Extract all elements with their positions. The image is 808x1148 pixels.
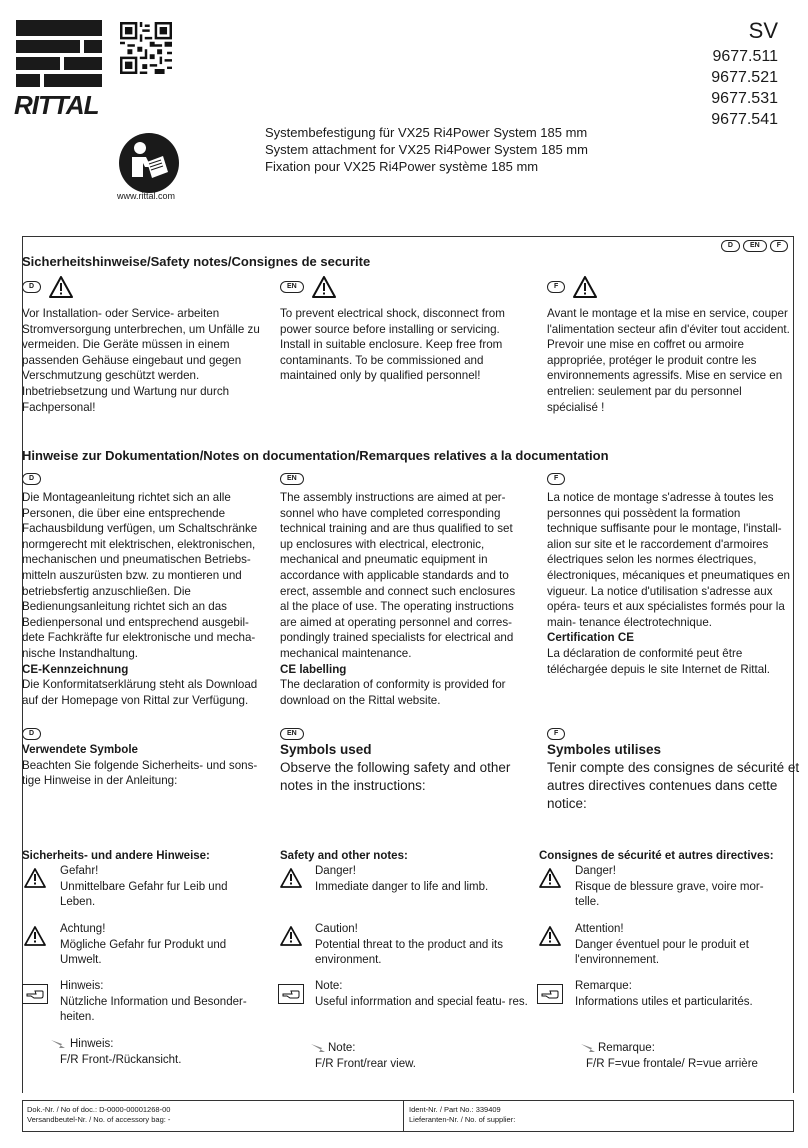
note-danger-en [315,864,530,895]
language-code: SV [748,18,778,43]
note-danger-title-en: Danger! [315,865,356,877]
symbols-de [22,742,267,789]
arrow-marker-icon [580,1042,596,1054]
pointing-hand-icon [22,984,48,1004]
badge-en: EN [280,728,304,740]
supplier-number: Lieferanten-Nr. / No. of supplier: [409,1115,516,1124]
warning-triangle-icon [312,276,336,298]
footer-divider [403,1101,404,1131]
view-label-en: Note: [328,1042,356,1054]
pointing-hand-icon [537,984,563,1004]
product-titles [265,124,588,175]
safety-text-de: Vor Installation- oder Service- arbeiten Stromversorgung unterbrechen, um Unfälle zu vermeiden. Die Geräte müssen in einem passenden Gehäuse eingebaut und gegen Verschmutzung geschützt werden. Inbetriebsetzung und Wartung nur durch Fachpersonal! [22,307,260,414]
safety-en-marker [280,276,336,298]
note-caution-title-fr: Attention! [575,923,624,935]
documentation-text-fr [547,490,792,677]
note-caution-text-en: Potential threat to the product and its environment. [315,938,503,966]
note-danger-text-en: Immediate danger to life and limb. [315,880,489,893]
badge-f: F [770,240,788,252]
view-label-de: Hinweis: [70,1038,114,1050]
badge-en: EN [280,473,304,485]
safety-text-en: To prevent electrical shock, disconnect from power source before installing or servicing. Install in suitable enclosure. Keep free from contaminants. To be commissioned and maintained only by qualified personnel! [280,307,505,383]
ce-title-en: CE labelling [280,662,347,676]
note-caution-title-en: Caution! [315,923,358,935]
symbols-text-de: Beachten Sie folgende Sicherheits- und sons- tige Hinweise in der Anleitung: [22,758,258,788]
note-hint-en [315,979,530,1010]
document-footer [22,1100,794,1132]
note-caution-text-de: Mögliche Gefahr fur Produkt und Umwelt. [60,938,227,966]
danger-triangle-icon [280,868,302,888]
ce-text-en: The declaration of conformity is provided for download on the Rittal website. [280,678,506,707]
note-danger-title-de: Gefahr! [60,865,99,877]
ce-text-de: Die Konformitatserklärung steht als Download auf der Homepage von Rittal zur Verfügung. [22,678,258,707]
view-text-de: F/R Front-/Rückansicht. [60,1054,182,1066]
documentation-heading: Hinweise zur Dokumentation/Notes on documentation/Remarques relatives a la documentation [22,448,609,463]
website-url: www.rittal.com [117,191,176,201]
part-number-4: 9677.541 [711,111,778,128]
symbols-title-fr: Symboles utilises [547,742,662,757]
footer-right [409,1105,515,1125]
part-number-3: 9677.531 [711,90,778,107]
part-number: Ident-Nr. / Part No.: 339409 [409,1105,501,1114]
notes-heading-fr: Consignes de sécurité et autres directives: [539,850,774,862]
title-de: Systembefestigung für VX25 Ri4Power System 185 mm [265,125,588,140]
footer-left [27,1105,170,1125]
badge-d: D [22,473,41,485]
symbols-title-en: Symbols used [280,742,372,757]
documentation-body-en: The assembly instructions are aimed at per- sonnel who have completed corresponding technical training and are thus qualified to set up enclosures with electrical, electronic, mechanical and pneumatic equipment in accordance with applicable standards and to erect, assemble and connect such enclosures al the place of use. The operating instructions are aimed at operating personnel and corres- pondingly trained specialists for electrical and mechanical maintenance. [280,491,516,660]
symbols-text-en: Observe the following safety and other notes in the instructions: [280,760,511,793]
title-fr: Fixation pour VX25 Ri4Power système 185 mm [265,159,539,174]
note-hint-title-fr: Remarque: [575,980,632,992]
ce-title-de: CE-Kennzeichnung [22,662,129,676]
danger-triangle-icon [539,868,561,888]
read-manual-icon [118,132,180,194]
documentation-body-de: Die Montageanleitung richtet sich an alle Personen, die über eine entsprechende Fachausbildung verfügen, um Schaltschränke normgerecht mit elektrischen, elektronischen, mechanischen und pneumatischen Betriebs- mitteln auszurüsten bzw. zu montieren und betriebsfertig anzuschließen. Die Bedienungsanleitung richtet sich an das Bedienpersonal und entsprechend ausgebil- dete Fachkräfte fur elektronische und mecha- nische Instandhaltung. [22,491,258,660]
part-number-2: 9677.521 [711,69,778,86]
note-hint-text-de: Nützliche Information und Besonder- heiten. [60,995,247,1023]
warning-triangle-icon [49,276,73,298]
brand-logo: RITTAL [14,90,99,120]
documentation-text-en [280,490,525,708]
note-caution-title-de: Achtung! [60,923,106,935]
note-hint-de [60,979,260,1026]
pointing-hand-icon [278,984,304,1004]
part-number-1: 9677.511 [712,48,778,65]
documentation-text-de [22,490,267,708]
note-danger-text-fr: Risque de blessure grave, voire mor- telle. [575,880,764,908]
badge-en: EN [743,240,767,252]
note-hint-title-de: Hinweis: [60,980,104,992]
note-caution-text-fr: Danger éventuel pour le produit et l'environnement. [575,938,749,966]
badge-f: F [547,281,565,293]
note-danger-fr [575,864,780,911]
note-hint-title-en: Note: [315,980,343,992]
warning-triangle-icon [573,276,597,298]
view-label-fr: Remarque: [598,1042,655,1054]
safety-fr-marker [547,276,597,298]
accessory-bag-number: Versandbeutel-Nr. / No. of accessory bag: - [27,1115,171,1124]
notes-heading-en: Safety and other notes: [280,850,408,862]
safety-de-marker [22,276,73,298]
title-en: System attachment for VX25 Ri4Power System 185 mm [265,142,588,157]
safety-heading: Sicherheitshinweise/Safety notes/Consignes de securite [22,254,371,269]
doc-number: Dok.-Nr. / No of doc.: D-0000-00001268-00 [27,1105,171,1114]
caution-triangle-icon [280,926,302,946]
badge-d: D [721,240,740,252]
rittal-logo-grid-icon [16,20,102,94]
badge-d: D [22,281,41,293]
caution-triangle-icon [24,926,46,946]
documentation-body-fr: La notice de montage s'adresse à toutes les personnes qui possèdent la formation technique suffisante pour le montage, l'install- alion sur site et le raccordement d'armoires électriques selon les normes électriques, électroniques, mécaniques et pneumatiques en vigueur. La notice d'utilisation s'adresse aux opéra- teurs et aux spécialistes formés pour la main- tenance électrotechnique. [547,491,790,629]
view-text-fr: F/R F=vue frontale/ R=vue arrière [586,1058,758,1070]
symbols-text-fr: Tenir compte des consignes de sécurité et autres directives contenues dans cette notice: [547,760,800,811]
qr-code-icon [120,22,172,74]
badge-f: F [547,728,565,740]
arrow-marker-icon [50,1038,66,1050]
danger-triangle-icon [24,868,46,888]
note-caution-fr [575,922,780,969]
symbols-fr [547,741,802,813]
badge-en: EN [280,281,304,293]
ce-title-fr: Certification CE [547,631,634,645]
arrow-marker-icon [310,1042,326,1054]
symbols-title-de: Verwendete Symbole [22,743,138,756]
note-danger-de [60,864,260,911]
badge-f: F [547,473,565,485]
note-caution-de [60,922,260,969]
view-text-en: F/R Front/rear view. [315,1058,416,1070]
safety-text-fr: Avant le montage et la mise en service, couper l'alimentation secteur afin d'éviter tout accident. Prevoir une mise en coffret ou armoire appropriée, protéger le produit contre les environnements agressifs. Mise en service en entrelien: seulement par du personnel spécialisé ! [547,307,790,414]
language-badges [721,240,788,252]
symbols-en [280,741,535,795]
note-hint-fr [575,979,780,1010]
note-hint-text-fr: Informations utiles et particularités. [575,995,753,1008]
note-caution-en [315,922,530,969]
caution-triangle-icon [539,926,561,946]
badge-d: D [22,728,41,740]
note-danger-title-fr: Danger! [575,865,616,877]
ce-text-fr: La déclaration de conformité peut être téléchargée depuis le site Internet de Rittal. [547,646,770,676]
note-danger-text-de: Unmittelbare Gefahr fur Leib und Leben. [60,880,228,908]
note-hint-text-en: Useful inforrmation and special featu- res. [315,995,528,1008]
notes-heading-de: Sicherheits- und andere Hinweise: [22,850,210,862]
